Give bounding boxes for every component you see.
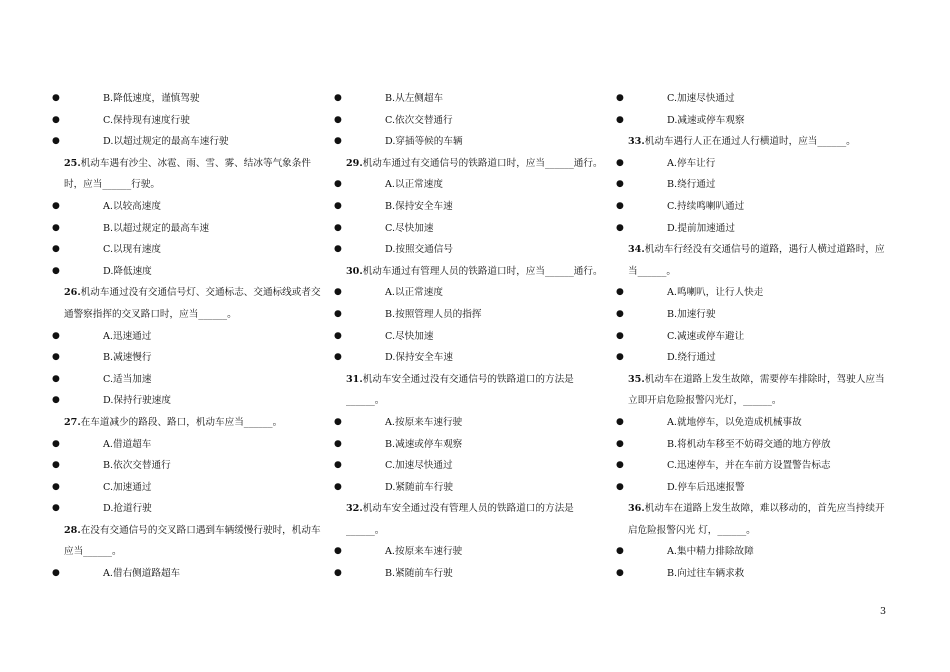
answer-option — [612, 282, 894, 304]
option-text: C.以现有速度 — [103, 244, 162, 256]
answer-option — [612, 174, 894, 196]
column-2 — [330, 88, 612, 585]
option-text: D.绕行通过 — [667, 352, 716, 364]
option-text: A.集中精力排除故障 — [667, 546, 754, 558]
option-text: D.降低速度 — [103, 265, 152, 277]
option-text: C.尽快加速 — [385, 222, 434, 234]
question — [330, 261, 608, 283]
answer-option — [48, 88, 330, 110]
answer-option — [330, 174, 612, 196]
option-text: A.按原来车速行驶 — [385, 416, 463, 428]
question — [330, 369, 608, 412]
bullet-icon: ● — [52, 265, 60, 276]
bullet-icon: ● — [52, 93, 60, 103]
option-text: B.减速慢行 — [103, 352, 152, 364]
question-text: 在车道减少的路段、路口，机动车应当______。 — [80, 416, 283, 428]
answer-option — [330, 304, 612, 326]
option-text: A.鸣喇叭，让行人快走 — [667, 287, 764, 299]
bullet-icon: ● — [334, 244, 342, 255]
answer-option — [612, 563, 894, 585]
option-text: A.停车让行 — [667, 157, 716, 169]
answer-option — [48, 455, 330, 477]
option-text: A.就地停车，以免造成机械事故 — [667, 416, 802, 428]
option-text: A.以正常速度 — [385, 287, 443, 299]
answer-option — [330, 282, 612, 304]
option-text: A.迅速通过 — [103, 330, 152, 342]
answer-option — [612, 434, 894, 456]
answer-option — [330, 326, 612, 348]
answer-option — [48, 563, 330, 585]
bullet-icon: ● — [52, 460, 60, 471]
option-text: A.按原来车速行驶 — [385, 546, 463, 558]
option-text: B.紧随前车行驶 — [385, 568, 453, 580]
bullet-icon: ● — [616, 179, 624, 190]
option-text: C.保持现有速度行驶 — [103, 114, 190, 126]
option-text: C.减速或停车避让 — [667, 330, 745, 342]
answer-option — [48, 369, 330, 391]
question — [330, 153, 608, 175]
question-number: 28. — [64, 524, 81, 536]
answer-option — [330, 239, 612, 261]
option-text: B.从左侧超车 — [385, 93, 444, 104]
bullet-icon: ● — [616, 352, 624, 363]
answer-option — [612, 412, 894, 434]
bullet-icon: ● — [334, 222, 342, 233]
question-text: 机动车安全通过没有交通信号的铁路道口的方法是______。 — [346, 373, 574, 407]
question-number: 30. — [346, 265, 363, 277]
option-text: D.保持行驶速度 — [103, 395, 171, 407]
answer-option — [612, 326, 894, 348]
bullet-icon: ● — [52, 352, 60, 363]
bullet-icon: ● — [52, 136, 60, 147]
bullet-icon: ● — [616, 157, 624, 168]
bullet-icon: ● — [616, 200, 624, 211]
answer-option — [48, 131, 330, 153]
bullet-icon: ● — [616, 287, 624, 298]
question — [48, 412, 326, 434]
bullet-icon: ● — [616, 460, 624, 471]
question-text: 机动车通过有交通信号的铁路道口时，应当______通行。 — [362, 157, 603, 169]
bullet-icon: ● — [334, 179, 342, 190]
option-text: B.保持安全车速 — [385, 200, 453, 212]
answer-option — [48, 239, 330, 261]
answer-option — [330, 347, 612, 369]
question-number: 33. — [628, 136, 645, 148]
answer-option — [48, 347, 330, 369]
bullet-icon: ● — [334, 308, 342, 319]
bullet-icon: ● — [616, 481, 624, 492]
question — [48, 153, 326, 196]
answer-option — [330, 88, 612, 110]
bullet-icon: ● — [52, 244, 60, 255]
bullet-icon: ● — [52, 200, 60, 211]
answer-option — [48, 434, 330, 456]
option-text: B.按照管理人员的指挥 — [385, 308, 482, 320]
option-text: D.穿插等候的车辆 — [385, 136, 463, 148]
answer-option — [48, 390, 330, 412]
question-number: 31. — [346, 373, 363, 385]
bullet-icon: ● — [52, 568, 60, 579]
bullet-icon: ● — [334, 460, 342, 471]
question-number: 32. — [346, 503, 363, 515]
option-text: C.迅速停车，并在车前方设置警告标志 — [667, 460, 831, 472]
question-text: 机动车通过没有交通信号灯、交通标志、交通标线或者交通警察指挥的交叉路口时，应当______。 — [64, 287, 321, 320]
answer-option — [330, 541, 612, 563]
bullet-icon: ● — [334, 546, 342, 557]
bullet-icon: ● — [52, 330, 60, 341]
option-text: A.以正常速度 — [385, 179, 443, 191]
option-text: C.加速尽快通过 — [385, 460, 453, 472]
answer-option — [612, 153, 894, 175]
answer-option — [612, 304, 894, 326]
option-text: D.提前加速通过 — [667, 222, 735, 234]
option-text: A.借右侧道路超车 — [103, 568, 181, 580]
option-text: D.减速或停车观察 — [667, 114, 745, 126]
answer-option — [330, 218, 612, 240]
option-text: B.加速行驶 — [667, 308, 716, 320]
question-text: 机动车在道路上发生故障，需要停车排除时，驾驶人应当立即开启危险报警闪光灯，______。 — [628, 373, 885, 407]
option-text: C.适当加速 — [103, 373, 152, 385]
answer-option — [48, 261, 330, 283]
option-text: C.依次交替通行 — [385, 114, 453, 126]
question — [48, 520, 326, 563]
question — [48, 282, 326, 325]
bullet-icon: ● — [616, 330, 624, 341]
bullet-icon: ● — [334, 287, 342, 298]
column-1 — [48, 88, 330, 585]
question-number: 25. — [64, 157, 81, 169]
bullet-icon: ● — [52, 114, 60, 125]
question-text: 机动车在道路上发生故障，难以移动的，首先应当持续开启危险报警闪光 灯，______。 — [628, 503, 885, 536]
option-text: C.加速通过 — [103, 481, 152, 493]
answer-option — [612, 88, 894, 110]
bullet-icon: ● — [616, 222, 624, 233]
bullet-icon: ● — [616, 114, 624, 125]
option-text: B.减速或停车观察 — [385, 438, 463, 450]
question-text: 在没有交通信号的交叉路口遇到车辆缓慢行驶时，机动车应当______。 — [64, 524, 321, 558]
option-text: D.紧随前车行驶 — [385, 481, 453, 493]
option-text: B.依次交替通行 — [103, 460, 171, 472]
question — [612, 239, 890, 282]
question — [330, 498, 608, 541]
answer-option — [330, 455, 612, 477]
question-text: 机动车行经没有交通信号的道路，遇行人横过道路时，应当______。 — [628, 244, 885, 277]
bullet-icon: ● — [334, 114, 342, 125]
option-text: C.持续鸣喇叭通过 — [667, 200, 745, 212]
answer-option — [330, 412, 612, 434]
option-text: B.将机动车移至不妨碍交通的地方停放 — [667, 438, 831, 450]
option-text: D.以超过规定的最高车速行驶 — [103, 136, 229, 148]
question — [612, 131, 890, 153]
bullet-icon: ● — [616, 308, 624, 319]
question — [612, 498, 890, 541]
bullet-icon: ● — [52, 373, 60, 384]
answer-option — [48, 326, 330, 348]
answer-option — [612, 347, 894, 369]
answer-option — [612, 218, 894, 240]
question-text: 机动车遇行人正在通过人行横道时，应当______。 — [644, 136, 856, 148]
option-text: D.保持安全车速 — [385, 352, 453, 364]
answer-option — [48, 196, 330, 218]
option-text: B.向过往车辆求救 — [667, 568, 745, 580]
page-number: 3 — [880, 606, 887, 617]
option-text: B.降低速度，谨慎驾驶 — [103, 93, 200, 104]
column-3 — [612, 88, 894, 585]
bullet-icon: ● — [334, 438, 342, 449]
option-text: D.抢道行驶 — [103, 503, 152, 515]
bullet-icon: ● — [616, 93, 624, 103]
option-text: C.尽快加速 — [385, 330, 434, 342]
question — [612, 369, 890, 412]
answer-option — [612, 196, 894, 218]
question-text: 机动车安全通过没有管理人员的铁路道口的方法是______。 — [346, 503, 574, 536]
question-text: 机动车遇有沙尘、冰雹、雨、雪、雾、结冰等气象条件时，应当______行驶。 — [64, 157, 311, 191]
answer-option — [330, 110, 612, 132]
question-number: 29. — [346, 157, 363, 169]
answer-option — [330, 196, 612, 218]
bullet-icon: ● — [334, 330, 342, 341]
answer-option — [330, 434, 612, 456]
bullet-icon: ● — [334, 352, 342, 363]
bullet-icon: ● — [52, 481, 60, 492]
question-number: 27. — [64, 416, 81, 428]
bullet-icon: ● — [334, 481, 342, 492]
option-text: D.按照交通信号 — [385, 244, 453, 256]
bullet-icon: ● — [52, 438, 60, 449]
question-number: 26. — [64, 287, 81, 299]
bullet-icon: ● — [616, 438, 624, 449]
bullet-icon: ● — [52, 503, 60, 514]
bullet-icon: ● — [334, 136, 342, 147]
bullet-icon: ● — [334, 93, 342, 103]
question-number: 34. — [628, 244, 645, 256]
option-text: A.借道超车 — [103, 438, 152, 450]
bullet-icon: ● — [334, 568, 342, 579]
answer-option — [612, 110, 894, 132]
bullet-icon: ● — [334, 416, 342, 427]
option-text: D.停车后迅速报警 — [667, 481, 745, 493]
bullet-icon: ● — [334, 200, 342, 211]
answer-option — [612, 477, 894, 499]
question-text: 机动车通过有管理人员的铁路道口时，应当______通行。 — [362, 265, 603, 277]
answer-option — [612, 455, 894, 477]
bullet-icon: ● — [52, 222, 60, 233]
answer-option — [48, 218, 330, 240]
bullet-icon: ● — [52, 395, 60, 406]
option-text: C.加速尽快通过 — [667, 93, 735, 104]
option-text: A.以较高速度 — [103, 200, 161, 212]
answer-option — [48, 498, 330, 520]
question-number: 36. — [628, 503, 645, 515]
question-number: 35. — [628, 373, 645, 385]
answer-option — [48, 477, 330, 499]
answer-option — [330, 563, 612, 585]
bullet-icon: ● — [616, 416, 624, 427]
bullet-icon: ● — [616, 546, 624, 557]
answer-option — [48, 110, 330, 132]
answer-option — [330, 477, 612, 499]
answer-option — [612, 541, 894, 563]
bullet-icon: ● — [616, 568, 624, 579]
option-text: B.绕行通过 — [667, 179, 716, 191]
option-text: B.以超过规定的最高车速 — [103, 222, 210, 234]
answer-option — [330, 131, 612, 153]
